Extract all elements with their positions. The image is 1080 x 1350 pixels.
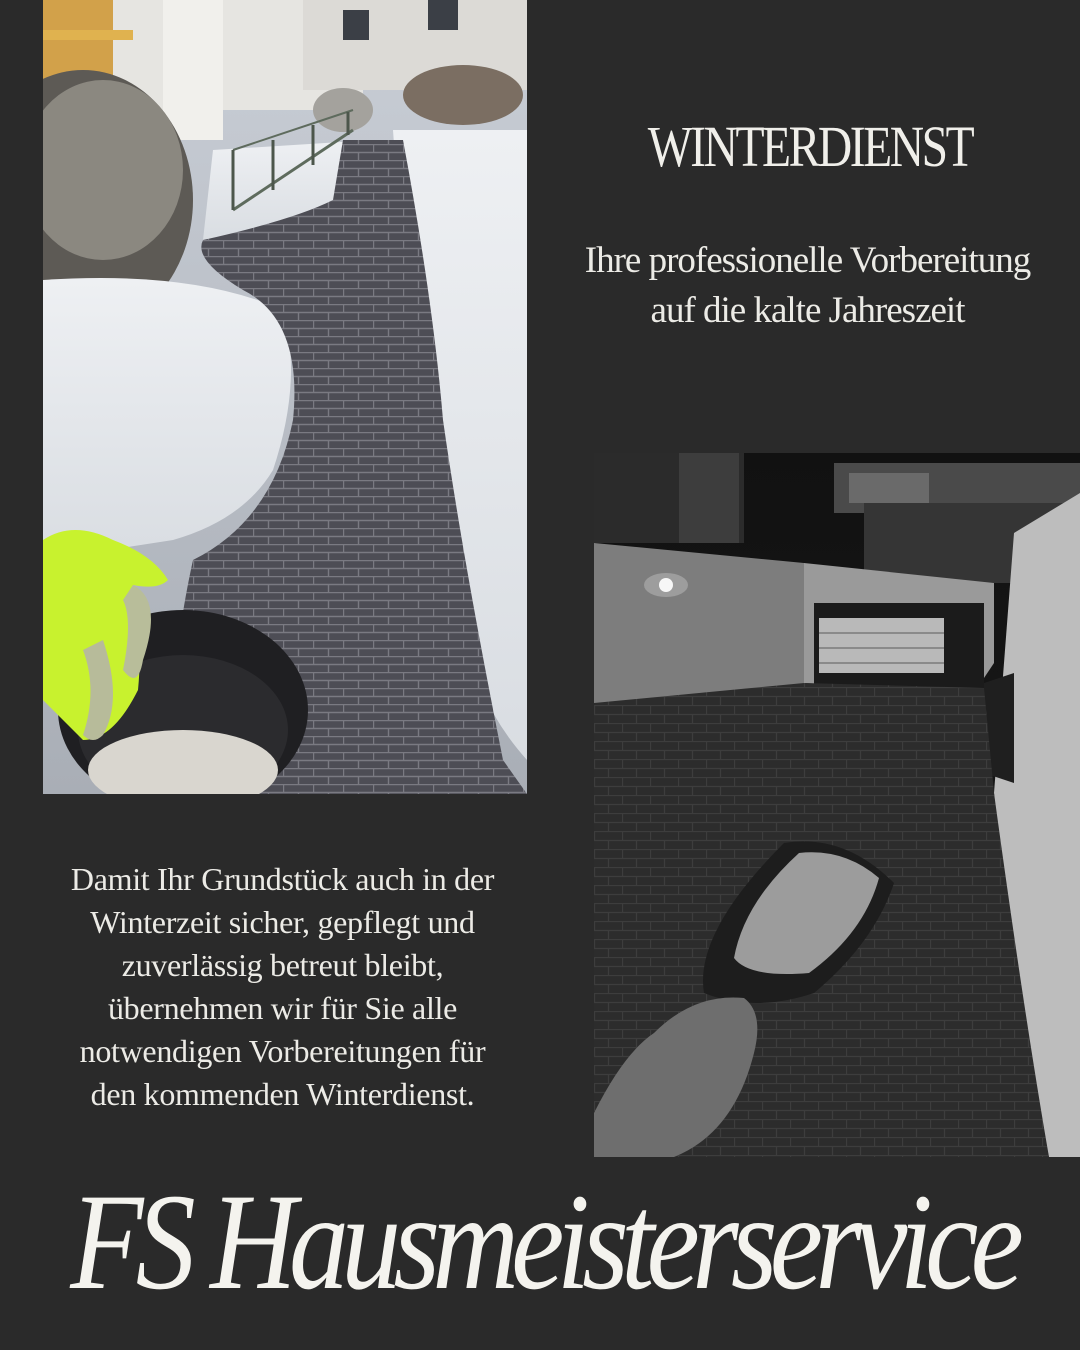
- subtitle-line: auf die kalte Jahreszeit: [650, 290, 965, 331]
- service-description: [40, 858, 525, 1116]
- brand-name: FS Hausmeisterservice: [70, 1165, 1017, 1318]
- subtitle-line: Ihre professionelle Vorbereitung: [584, 240, 1031, 281]
- garage-driveway-illustration: [594, 453, 1080, 1157]
- description-line: den kommenden Winterdienst.: [90, 1076, 475, 1112]
- garage-driveway-photo: [594, 453, 1080, 1157]
- description-line: notwendigen Vorbereitungen für: [79, 1033, 486, 1069]
- description-line: zuverlässig betreut bleibt,: [121, 947, 444, 983]
- snowy-path-illustration: [43, 0, 527, 794]
- description-line: Winterzeit sicher, gepflegt und: [90, 904, 475, 940]
- description-line: übernehmen wir für Sie alle: [107, 990, 458, 1026]
- page-subtitle: [555, 236, 1060, 336]
- snowy-path-photo: [43, 0, 527, 794]
- description-line: Damit Ihr Grundstück auch in der: [70, 861, 495, 897]
- page-title: WINTERDIENST: [647, 114, 973, 179]
